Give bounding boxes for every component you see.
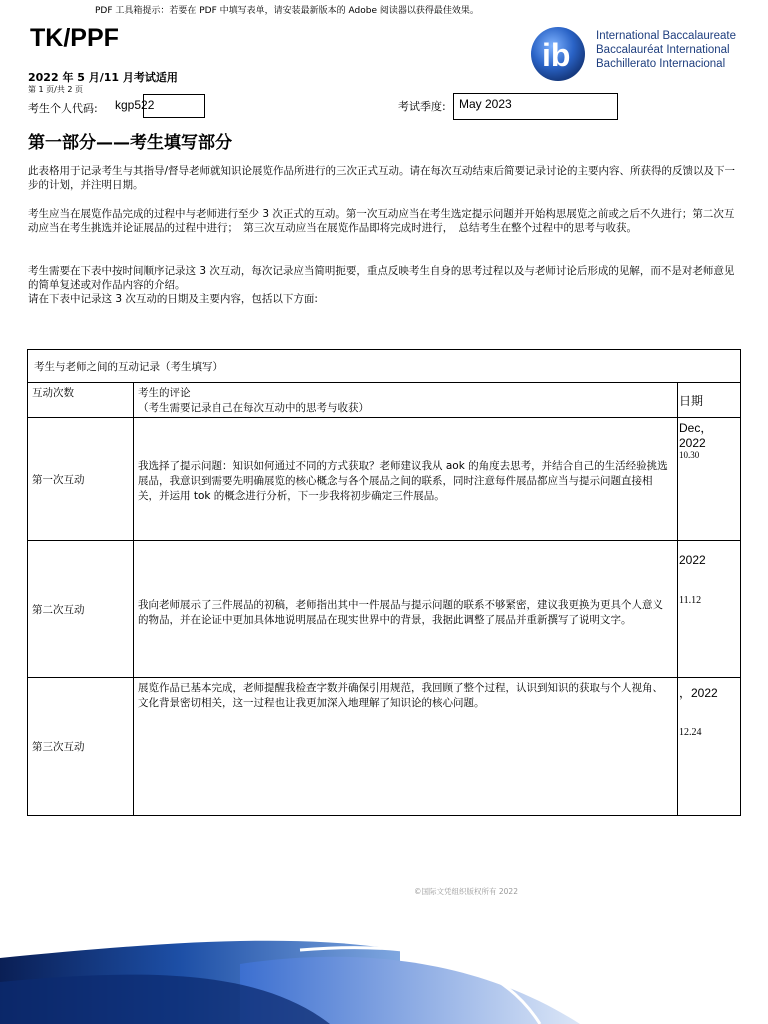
row-label-3: 第三次互动 xyxy=(28,678,134,816)
date-cell-1[interactable] xyxy=(678,418,741,541)
interaction-table xyxy=(27,349,741,816)
pdf-notice-banner: PDF 工具箱提示：若要在 PDF 中填写表单，请安装最新版本的 Adobe 阅读器以获得最佳效果。 xyxy=(95,6,479,16)
ib-name-fr: Baccalauréat International xyxy=(596,44,730,56)
row-label-1: 第一次互动 xyxy=(28,418,134,541)
table-row xyxy=(28,678,741,816)
exam-session-line: 2022 年 5 月/11 月考试适用 xyxy=(28,71,178,84)
ib-mark-text: ib xyxy=(542,37,571,73)
session-label: 考试季度: xyxy=(398,100,446,113)
copyright-notice: ©国际文凭组织版权所有 2022 xyxy=(414,887,518,896)
header-comment-title: 考生的评论 xyxy=(138,387,191,399)
table-row xyxy=(28,541,741,678)
date-main-3: ，2022 xyxy=(679,686,718,700)
date-main-2: 2022 xyxy=(679,553,706,567)
date-small-2: 11.12 xyxy=(679,595,702,606)
date-cell-3[interactable] xyxy=(678,678,741,816)
section-heading: 第一部分——考生填写部分 xyxy=(28,133,232,153)
table-row xyxy=(28,418,741,541)
header-comment xyxy=(134,383,678,418)
row-label-2: 第二次互动 xyxy=(28,541,134,678)
candidate-code-value: kgp522 xyxy=(115,98,155,112)
date-cell-2[interactable] xyxy=(678,541,741,678)
candidate-code-field[interactable] xyxy=(143,94,205,118)
header-interaction: 互动次数 xyxy=(28,383,134,418)
ib-name-es: Bachillerato Internacional xyxy=(596,58,726,70)
intro-paragraph-2: 考生应当在展览作品完成的过程中与老师进行至少 3 次正式的互动。第一次互动应当在考生选定提示问题并开始构思展览之前或之后不久进行；第二次互动应当在考生挑选并论证展品的过程中进行； 第三次互动应当在展览作品即将完成时进行， 总结考生在整个过程中的思考与收获。 xyxy=(28,208,735,234)
table-caption: 考生与老师之间的互动记录（考生填写） xyxy=(28,350,741,383)
document-title: TK/PPF xyxy=(30,24,119,52)
comment-cell-1[interactable]: 我选择了提示问题：知识如何通过不同的方式获取？老师建议我从 aok 的角度去思考，并结合自己的生活经验挑选展品，我意识到需要先明确展览的核心概念与各个展品之间的联系，同时注意每件展品都应当与提示问题直接相关，并运用 tok 的概念进行分析，下一步我将初步确定三件展品。 xyxy=(134,418,678,541)
comment-cell-3[interactable]: 展览作品已基本完成，老师提醒我检查字数并确保引用规范，我回顾了整个过程，认识到知识的获取与个人视角、文化背景密切相关，这一过程也让我更加深入地理解了知识论的核心问题。 xyxy=(134,678,678,816)
date-main-1: Dec，2022 xyxy=(679,421,713,450)
header-comment-note: （考生需要记录自己在每次互动中的思考与收获） xyxy=(138,402,369,414)
date-small-3: 12.24 xyxy=(679,727,702,738)
header-date: 日期 xyxy=(678,383,741,418)
ib-globe-icon xyxy=(528,24,592,82)
candidate-code-label: 考生个人代码: xyxy=(28,102,98,115)
ib-name-en: International Baccalaureate xyxy=(596,30,737,42)
page-number: 第 1 页/共 2 页 xyxy=(28,85,84,94)
table-header-row xyxy=(28,383,741,418)
session-field[interactable]: May 2023 xyxy=(453,93,618,120)
date-small-1: 10.30 xyxy=(679,450,700,460)
intro-paragraph-1: 此表格用于记录考生与其指导/督导老师就知识论展览作品所进行的三次正式互动。请在每次互动结束后简要记录讨论的主要内容、所获得的反馈以及下一步的计划，并注明日期。 xyxy=(28,165,736,191)
intro-paragraph-3: 考生需要在下表中按时间顺序记录这 3 次互动，每次记录应当简明扼要，重点反映考生自身的思考过程以及与老师讨论后形成的见解，而不是对老师意见的简单复述或对作品内容的介绍。 xyxy=(28,265,735,291)
ib-logo xyxy=(528,24,742,82)
decorative-wave xyxy=(0,920,768,1024)
intro-paragraph-4: 请在下表中记录这 3 次互动的日期及主要内容，包括以下方面: xyxy=(28,293,318,305)
comment-cell-2[interactable]: 我向老师展示了三件展品的初稿，老师指出其中一件展品与提示问题的联系不够紧密，建议我更换为更具个人意义的物品，并在论证中更加具体地说明展品在现实世界中的背景，我据此调整了展品并重新撰写了说明文字。 xyxy=(134,541,678,678)
ib-name-block xyxy=(596,29,736,71)
